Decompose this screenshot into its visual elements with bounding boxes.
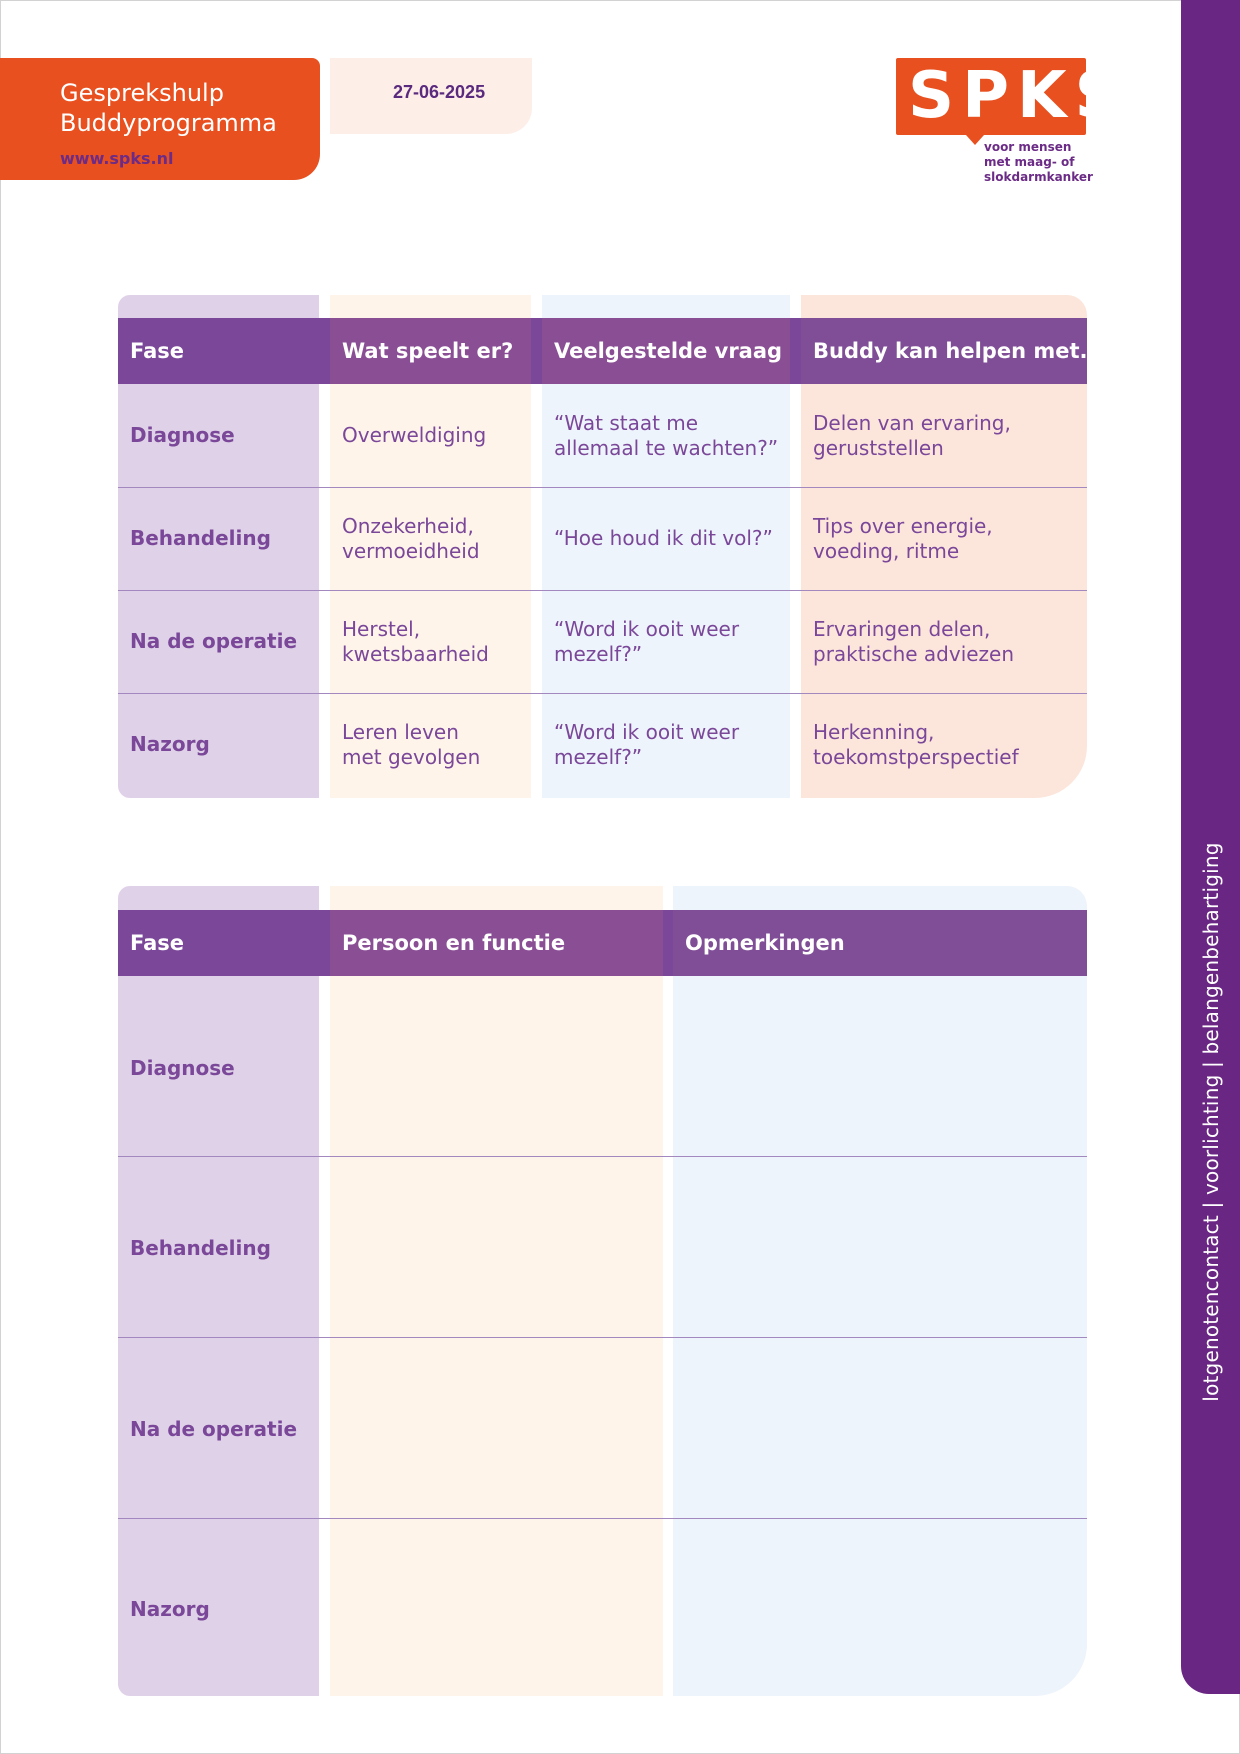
wat-cell [342, 720, 480, 770]
fase-nazorg: Nazorg [130, 732, 210, 756]
cell-line: “Word ik ooit weer [554, 720, 740, 744]
website-link[interactable]: www.spks.nl [60, 149, 174, 168]
cell-line: kwetsbaarheid [342, 642, 489, 666]
spks-logo [896, 58, 1129, 138]
date-block [330, 58, 532, 134]
header-wat-speelt-er: Wat speelt er? [342, 339, 514, 363]
cell-line: Ervaringen delen, [813, 617, 991, 641]
header-buddy-kan-helpen: Buddy kan helpen met... [813, 339, 1104, 363]
cell-line: “Word ik ooit weer [554, 617, 740, 641]
row-divider [118, 590, 1087, 591]
cell-line: Herkenning, [813, 720, 935, 744]
tagline-line-2: met maag- of [984, 155, 1075, 169]
opmerkingen-input[interactable] [685, 1357, 1075, 1497]
persoon-input[interactable] [342, 1176, 652, 1316]
row-divider [118, 1156, 1087, 1157]
persoon-input[interactable] [342, 996, 652, 1136]
header-opmerkingen: Opmerkingen [685, 931, 845, 955]
header-persoon-en-functie: Persoon en functie [342, 931, 566, 955]
fase-behandeling: Behandeling [130, 526, 271, 550]
cell-line: praktische adviezen [813, 642, 1015, 666]
fase-nazorg: Nazorg [130, 1597, 210, 1621]
header-veelgestelde-vraag: Veelgestelde vraag [554, 339, 783, 363]
cell-line: vermoeidheid [342, 539, 480, 563]
fase-diagnose: Diagnose [130, 423, 235, 447]
wat-cell [342, 514, 480, 564]
cell-line: geruststellen [813, 436, 944, 460]
tagline-line-3: slokdarmkanker [984, 170, 1093, 184]
vraag-cell [554, 526, 773, 551]
persoon-input[interactable] [342, 1357, 652, 1497]
logo-speech-tail [966, 135, 984, 145]
buddy-cell [813, 617, 1014, 667]
header-fase: Fase [130, 339, 185, 363]
cell-line: Overweldiging [342, 423, 487, 447]
phase-table [118, 295, 1104, 798]
cell-line: voeding, ritme [813, 539, 960, 563]
cell-line: Herstel, [342, 617, 421, 641]
side-band-text: lotgenotencontact | voorlichting | belangenbehartiging [1199, 842, 1223, 1402]
title-line-2: Buddyprogramma [60, 109, 277, 137]
header-fase: Fase [130, 931, 185, 955]
wat-cell [342, 617, 489, 667]
cell-line: “Hoe houd ik dit vol?” [554, 526, 773, 550]
cell-line: toekomstperspectief [813, 745, 1019, 769]
cell-line: Leren leven [342, 720, 459, 744]
column-bg-fase [118, 886, 319, 1696]
vraag-cell [554, 617, 739, 667]
cell-line: Onzekerheid, [342, 514, 474, 538]
persoon-input[interactable] [342, 1538, 652, 1678]
opmerkingen-input[interactable] [685, 1176, 1075, 1316]
row-divider [118, 1337, 1087, 1338]
cell-line: Tips over energie, [813, 514, 993, 538]
date-text: 27-06-2025 [393, 82, 486, 102]
buddy-cell [813, 411, 1011, 461]
buddy-cell [813, 514, 993, 564]
vraag-cell [554, 720, 739, 770]
fase-diagnose: Diagnose [130, 1056, 235, 1080]
fase-na-de-operatie: Na de operatie [130, 1417, 298, 1441]
cell-line: met gevolgen [342, 745, 481, 769]
fase-behandeling: Behandeling [130, 1236, 271, 1260]
logo-tagline [984, 140, 1093, 185]
row-divider [118, 487, 1087, 488]
row-divider [118, 1518, 1087, 1519]
cell-line: “Wat staat me [554, 411, 699, 435]
buddy-cell [813, 720, 1019, 770]
tagline-line-1: voor mensen [984, 140, 1072, 154]
table-header-row [118, 318, 1104, 384]
row-divider [118, 693, 1087, 694]
opmerkingen-input[interactable] [685, 996, 1075, 1136]
wat-cell [342, 423, 486, 448]
fase-na-de-operatie: Na de operatie [130, 629, 298, 653]
table-header-row [118, 910, 1087, 976]
cell-line: mezelf?” [554, 642, 643, 666]
contact-table [118, 886, 1087, 1696]
logo-text: SPKS [908, 59, 1129, 133]
cell-line: mezelf?” [554, 745, 643, 769]
cell-line: Delen van ervaring, [813, 411, 1011, 435]
opmerkingen-input[interactable] [685, 1538, 1075, 1678]
vraag-cell [554, 411, 778, 461]
cell-line: allemaal te wachten?” [554, 436, 779, 460]
title-line-1: Gesprekshulp [60, 79, 224, 107]
title-block [0, 58, 320, 180]
